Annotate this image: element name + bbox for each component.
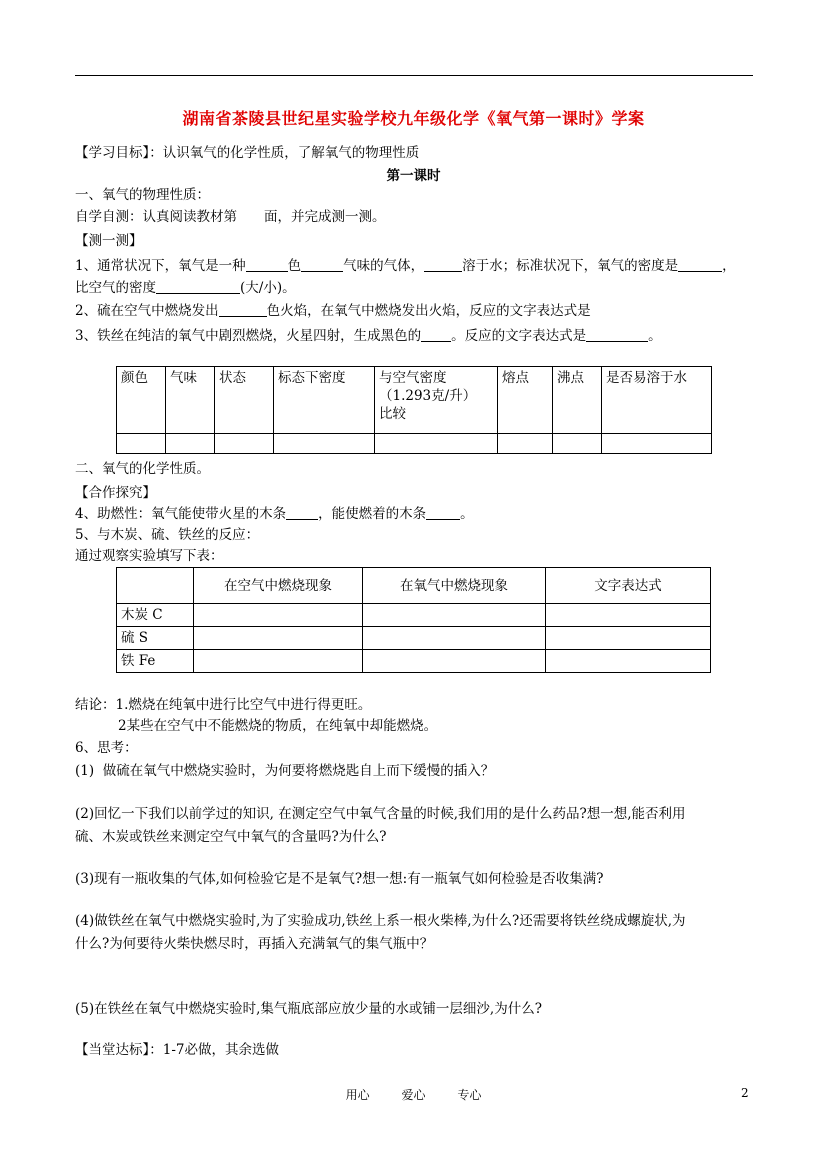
answer-cell[interactable] xyxy=(363,650,546,673)
learning-goal: 【学习目标】：认识氧气的化学性质，了解氧气的物理性质 xyxy=(75,145,420,161)
row-label-charcoal: 木炭 C xyxy=(117,604,194,627)
answer-cell[interactable] xyxy=(363,604,546,627)
question-2: 2、硫在空气中燃烧发出 色火焰，在氧气中燃烧发出火焰，反应的文字表达式是 xyxy=(75,303,591,319)
standard-heading: 【当堂达标】：1-7必做，其余选做 xyxy=(75,1042,279,1058)
think-question-3: (3)现有一瓶收集的气体,如何检验它是不是氧气?想一想:有一瓶氧气如何检验是否收集满? xyxy=(75,871,604,887)
answer-cell[interactable] xyxy=(498,434,553,454)
question-4: 4、助燃性：氧气能使带火星的木条 ，能使燃着的木条 。 xyxy=(75,506,474,522)
answer-cell[interactable] xyxy=(166,434,215,454)
footer-text: 专心 xyxy=(457,1088,482,1102)
question-5: 5、与木炭、硫、铁丝的反应： xyxy=(75,527,260,543)
answer-cell[interactable] xyxy=(375,434,498,454)
think-heading: 6、思考： xyxy=(75,740,138,756)
header-rule xyxy=(75,75,753,76)
answer-cell[interactable] xyxy=(194,627,363,650)
answer-cell[interactable] xyxy=(194,604,363,627)
question-1-cont: 比空气的密度 (大/小)。 xyxy=(75,280,296,296)
row-label-iron: 铁 Fe xyxy=(117,650,194,673)
think-question-5: (5)在铁丝在氧气中燃烧实验时,集气瓶底部应放少量的水或铺一层细沙,为什么? xyxy=(75,1001,542,1017)
footer-text: 爱心 xyxy=(401,1088,426,1102)
test-heading: 【测一测】 xyxy=(75,233,143,249)
conclusion-1: 结论：1.燃烧在纯氧中进行比空气中进行得更旺。 xyxy=(75,697,372,713)
think-question-2: (2)回忆一下我们以前学过的知识, 在测定空气中氧气含量的时候,我们用的是什么药品?想一想,能否利用 xyxy=(75,806,686,822)
header-blank xyxy=(117,568,194,604)
coop-heading: 【合作探究】 xyxy=(75,485,156,501)
section-chemical: 二、氧气的化学性质。 xyxy=(75,461,210,477)
header-air-comparison: 与空气密度 （1.293克/升） 比较 xyxy=(375,367,498,434)
header-state: 状态 xyxy=(215,367,274,434)
header-solubility: 是否易溶于水 xyxy=(602,367,712,434)
header-density: 标态下密度 xyxy=(274,367,375,434)
lesson-heading: 第一课时 xyxy=(386,168,441,184)
answer-cell[interactable] xyxy=(274,434,375,454)
answer-cell[interactable] xyxy=(117,434,166,454)
answer-cell[interactable] xyxy=(546,627,711,650)
answer-cell[interactable] xyxy=(553,434,602,454)
section-physical: 一、氧气的物理性质： xyxy=(75,187,210,203)
document-title: 湖南省茶陵县世纪星实验学校九年级化学《氧气第一课时》学案 xyxy=(182,109,645,128)
header-oxygen-combustion: 在氧气中燃烧现象 xyxy=(363,568,546,604)
combustion-table xyxy=(116,567,711,673)
question-3: 3、铁丝在纯洁的氧气中剧烈燃烧，火星四射，生成黑色的 。反应的文字表达式是 。 xyxy=(75,328,662,344)
header-boiling-point: 沸点 xyxy=(553,367,602,434)
answer-cell[interactable] xyxy=(363,627,546,650)
answer-cell[interactable] xyxy=(602,434,712,454)
row-label-sulfur: 硫 S xyxy=(117,627,194,650)
think-question-4-cont: 什么?为何要待火柴快燃尽时，再插入充满氧气的集气瓶中？ xyxy=(75,936,434,952)
footer-text: 用心 xyxy=(345,1088,370,1102)
think-question-1: (1) 做硫在氧气中燃烧实验时，为何要将燃烧匙自上而下缓慢的插入？ xyxy=(75,763,495,779)
header-color: 颜色 xyxy=(117,367,166,434)
self-study: 自学自测：认真阅读教材第 面，并完成测一测。 xyxy=(75,209,386,225)
think-question-2-cont: 硫、木炭或铁丝来测定空气中氧气的含量吗?为什么? xyxy=(75,829,387,845)
page-number: 2 xyxy=(741,1086,749,1100)
header-melting-point: 熔点 xyxy=(498,367,553,434)
observe-instruction: 通过观察实验填写下表： xyxy=(75,548,224,564)
answer-cell[interactable] xyxy=(546,650,711,673)
header-odor: 气味 xyxy=(166,367,215,434)
header-air-combustion: 在空气中燃烧现象 xyxy=(194,568,363,604)
answer-cell[interactable] xyxy=(194,650,363,673)
conclusion-2: 2某些在空气中不能燃烧的物质，在纯氧中却能燃烧。 xyxy=(118,718,438,734)
header-word-equation: 文字表达式 xyxy=(546,568,711,604)
physical-properties-table xyxy=(116,366,712,454)
question-1: 1、通常状况下，氧气是一种 色 气味的气体， 溶于水；标准状况下，氧气的密度是 ， xyxy=(75,258,736,274)
page-footer xyxy=(0,1086,827,1103)
answer-cell[interactable] xyxy=(546,604,711,627)
answer-cell[interactable] xyxy=(215,434,274,454)
think-question-4: (4)做铁丝在氧气中燃烧实验时,为了实验成功,铁丝上系一根火柴棒,为什么?还需要将铁丝绕成螺旋状,为 xyxy=(75,913,686,929)
